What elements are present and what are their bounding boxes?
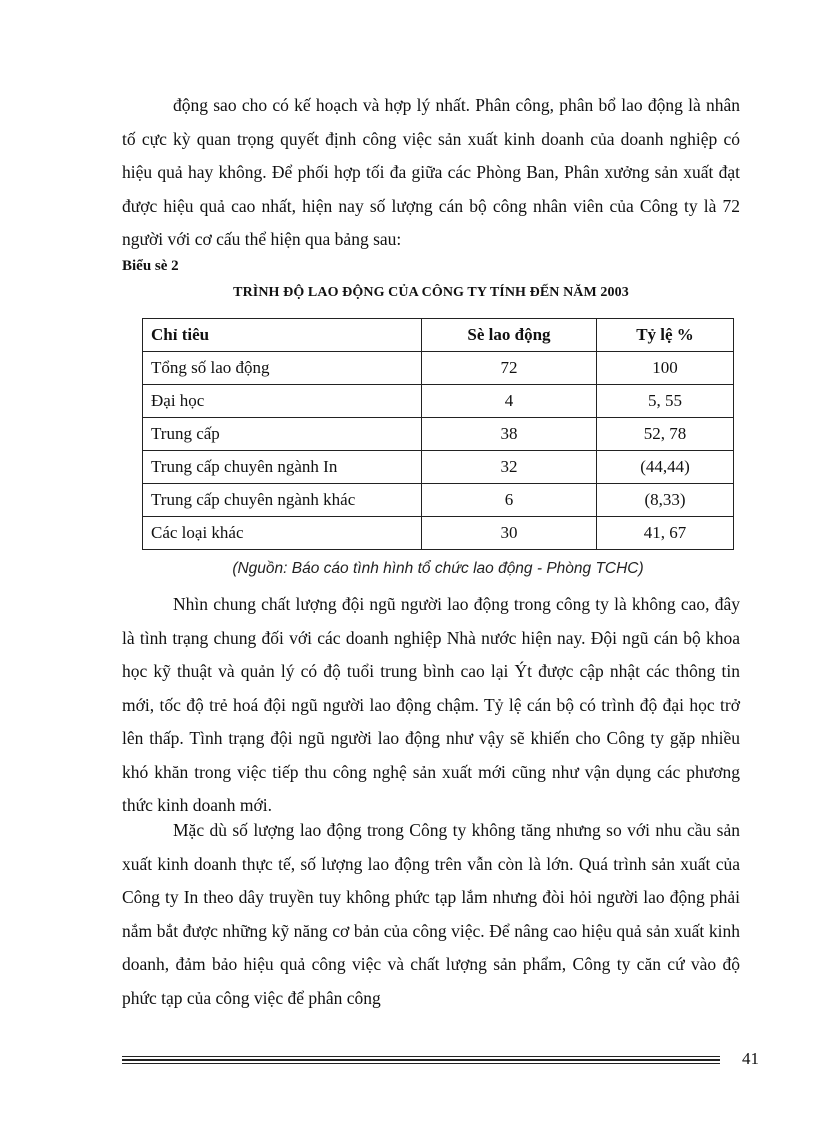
table-cell: 5, 55: [597, 385, 734, 418]
paragraph-1: động sao cho có kế hoạch và hợp lý nhất. Phân công, phân bổ lao động là nhân tố cực kỳ quan trọng quyết định công việc sản xuất kinh doanh của doanh nghiệp có hiệu quả hay không. Để phối hợp tối đa giữa các Phòng Ban, Phân xưởng sản xuất đạt được hiệu quả cao nhất, hiện nay số lượng cán bộ công nhân viên của Công ty là 72 người với cơ cấu thể hiện qua bảng sau:: [122, 95, 740, 249]
table-cell: Đại học: [143, 385, 422, 418]
footer-rule: [122, 1063, 720, 1064]
table-cell: 100: [597, 352, 734, 385]
table-row: [143, 385, 734, 418]
table-cell: 4: [422, 385, 597, 418]
table-header-cell: Chỉ tiêu: [143, 319, 422, 352]
table-header-row: [143, 319, 734, 352]
table-cell: Trung cấp chuyên ngành khác: [143, 484, 422, 517]
table-cell: 6: [422, 484, 597, 517]
table-cell: (8,33): [597, 484, 734, 517]
table-source-note: (Nguồn: Báo cáo tình hình tổ chức lao động - Phòng TCHC): [232, 560, 644, 577]
table-row: [143, 418, 734, 451]
table-row: [143, 517, 734, 550]
footer-rule: [122, 1059, 720, 1061]
table-row: [143, 484, 734, 517]
table-cell: 38: [422, 418, 597, 451]
table-cell: 52, 78: [597, 418, 734, 451]
table-cell: Trung cấp: [143, 418, 422, 451]
table-cell: 30: [422, 517, 597, 550]
table-header-cell: Tỷ lệ %: [597, 319, 734, 352]
table-cell: Trung cấp chuyên ngành In: [143, 451, 422, 484]
paragraph-3: Mặc dù số lượng lao động trong Công ty không tăng nhưng so với nhu cầu sản xuất kinh doanh thực tế, số lượng lao động trên vẫn còn là lớn. Quá trình sản xuất của Công ty In theo dây truyền tuy không phức tạp lắm nhưng đòi hỏi người lao động phải nắm bắt được những kỹ năng cơ bản của công việc. Để nâng cao hiệu quả sản xuất kinh doanh, đảm bảo hiệu quả công việc và chất lượng sản phẩm, Công ty căn cứ vào độ phức tạp của công việc để phân công: [122, 820, 740, 1008]
table-cell: 41, 67: [597, 517, 734, 550]
table-cell: (44,44): [597, 451, 734, 484]
paragraph-2: Nhìn chung chất lượng đội ngũ người lao động trong công ty là không cao, đây là tình trạng chung đối với các doanh nghiệp Nhà nước hiện nay. Đội ngũ cán bộ khoa học kỹ thuật và quản lý có độ tuổi trung bình cao lại Ýt được cập nhật các thông tin mới, tốc độ trẻ hoá đội ngũ người lao động chậm. Tỷ lệ cán bộ có trình độ đại học trở lên thấp. Tình trạng đội ngũ người lao động như vậy sẽ khiến cho Công ty gặp nhiều khó khăn trong việc tiếp thu công nghệ sản xuất mới cũng như vận dụng các phương thức kinh doanh mới.: [122, 594, 740, 815]
table-cell: Tổng số lao động: [143, 352, 422, 385]
labor-table: [142, 318, 734, 550]
table-cell: 72: [422, 352, 597, 385]
footer-rule: [122, 1056, 720, 1057]
table-cell: Các loại khác: [143, 517, 422, 550]
table-row: [143, 352, 734, 385]
page-number: 41: [742, 1049, 759, 1068]
table-row: [143, 451, 734, 484]
table-header-cell: Sè lao động: [422, 319, 597, 352]
table-title: TRÌNH ĐỘ LAO ĐỘNG CỦA CÔNG TY TÍNH ĐẾN NĂM 2003: [233, 285, 629, 300]
table-label: Biểu sè 2: [122, 258, 179, 274]
table-cell: 32: [422, 451, 597, 484]
